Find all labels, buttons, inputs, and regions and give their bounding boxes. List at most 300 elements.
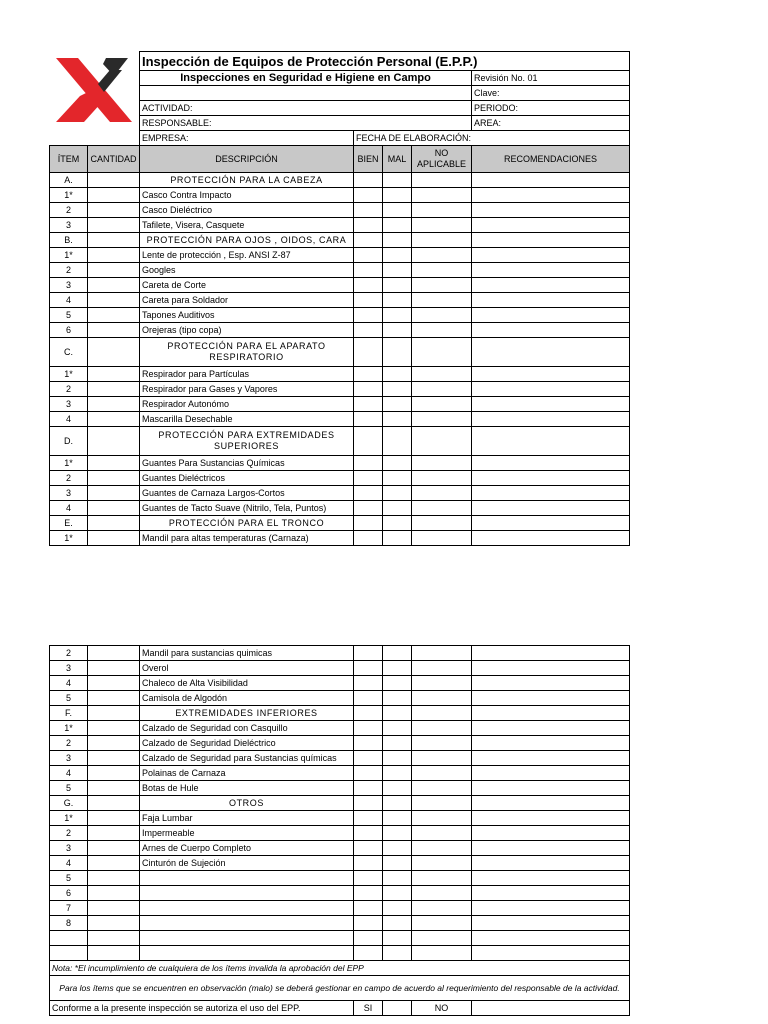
mal-cell[interactable]: [383, 308, 412, 323]
descripcion-cell: Cinturón de Sujeción: [140, 856, 354, 871]
recomendaciones-cell[interactable]: [472, 382, 630, 397]
no-aplicable-cell[interactable]: [412, 278, 472, 293]
bien-cell[interactable]: [354, 531, 383, 546]
cantidad-cell[interactable]: [88, 811, 140, 826]
table-row: [50, 456, 630, 471]
cantidad-cell[interactable]: [88, 367, 140, 382]
mal-cell[interactable]: [383, 931, 412, 946]
recomendaciones-cell[interactable]: [472, 646, 630, 661]
descripcion-cell: Orejeras (tipo copa): [140, 323, 354, 338]
bien-cell[interactable]: [354, 218, 383, 233]
recomendaciones-cell[interactable]: [472, 218, 630, 233]
recomendaciones-cell[interactable]: [472, 811, 630, 826]
recomendaciones-cell[interactable]: [472, 901, 630, 916]
cantidad-cell[interactable]: [88, 691, 140, 706]
no-aplicable-cell[interactable]: [412, 736, 472, 751]
mal-cell[interactable]: [383, 721, 412, 736]
no-aplicable-cell[interactable]: [412, 871, 472, 886]
cantidad-cell[interactable]: [88, 427, 140, 456]
item-cell: 4: [50, 293, 88, 308]
no-aplicable-cell[interactable]: [412, 382, 472, 397]
descripcion-cell: Casco Contra Impacto: [140, 188, 354, 203]
cantidad-cell[interactable]: [88, 676, 140, 691]
table-row: [50, 203, 630, 218]
recomendaciones-cell[interactable]: [472, 427, 630, 456]
descripcion-cell: Respirador para Partículas: [140, 367, 354, 382]
item-cell: 4: [50, 856, 88, 871]
descripcion-cell: Respirador Autonómo: [140, 397, 354, 412]
mal-cell[interactable]: [383, 781, 412, 796]
no-aplicable-cell[interactable]: [412, 188, 472, 203]
descripcion-cell: Guantes de Carnaza Largos-Cortos: [140, 486, 354, 501]
cantidad-cell[interactable]: [88, 796, 140, 811]
no-aplicable-cell[interactable]: [412, 691, 472, 706]
no-aplicable-cell[interactable]: [412, 203, 472, 218]
recomendaciones-cell[interactable]: [472, 531, 630, 546]
section-row: [50, 427, 630, 456]
recomendaciones-cell[interactable]: [472, 367, 630, 382]
mal-cell[interactable]: [383, 676, 412, 691]
cantidad-cell[interactable]: [88, 501, 140, 516]
bien-cell[interactable]: [354, 646, 383, 661]
cantidad-cell[interactable]: [88, 781, 140, 796]
fecha-elaboracion-field[interactable]: FECHA DE ELABORACIÓN:: [354, 131, 630, 146]
no-aplicable-cell[interactable]: [412, 486, 472, 501]
bien-cell[interactable]: [354, 826, 383, 841]
descripcion-cell: Tapones Auditivos: [140, 308, 354, 323]
mal-cell[interactable]: [383, 233, 412, 248]
no-aplicable-cell[interactable]: [412, 916, 472, 931]
table-row: [50, 871, 630, 886]
bien-cell[interactable]: [354, 397, 383, 412]
bien-cell[interactable]: [354, 427, 383, 456]
item-cell: 7: [50, 901, 88, 916]
actividad-field[interactable]: ACTIVIDAD:: [140, 101, 472, 116]
bien-cell[interactable]: [354, 471, 383, 486]
cantidad-cell[interactable]: [88, 248, 140, 263]
bien-cell[interactable]: [354, 501, 383, 516]
table-row: [50, 691, 630, 706]
mal-cell[interactable]: [383, 218, 412, 233]
mal-cell[interactable]: [383, 841, 412, 856]
table-row: [50, 263, 630, 278]
descripcion-cell: Arnes de Cuerpo Completo: [140, 841, 354, 856]
cantidad-cell[interactable]: [88, 471, 140, 486]
item-cell: 1*: [50, 811, 88, 826]
recomendaciones-cell[interactable]: [472, 471, 630, 486]
bien-cell[interactable]: [354, 796, 383, 811]
recomendaciones-cell[interactable]: [472, 412, 630, 427]
mal-cell[interactable]: [383, 751, 412, 766]
mal-cell[interactable]: [383, 811, 412, 826]
mal-cell[interactable]: [383, 706, 412, 721]
mal-cell[interactable]: [383, 531, 412, 546]
bien-cell[interactable]: [354, 456, 383, 471]
no-aplicable-cell[interactable]: [412, 308, 472, 323]
table-row: [50, 382, 630, 397]
mal-cell[interactable]: [383, 886, 412, 901]
cantidad-cell[interactable]: [88, 766, 140, 781]
bien-cell[interactable]: [354, 293, 383, 308]
cantidad-cell[interactable]: [88, 308, 140, 323]
mal-cell[interactable]: [383, 248, 412, 263]
recomendaciones-cell[interactable]: [472, 338, 630, 367]
col-mal: MAL: [383, 146, 412, 173]
recomendaciones-cell[interactable]: [472, 233, 630, 248]
item-cell: 4: [50, 501, 88, 516]
recomendaciones-cell[interactable]: [472, 841, 630, 856]
section-row: [50, 338, 630, 367]
mal-cell[interactable]: [383, 901, 412, 916]
recomendaciones-cell[interactable]: [472, 781, 630, 796]
mal-cell[interactable]: [383, 691, 412, 706]
recomendaciones-cell[interactable]: [472, 691, 630, 706]
cantidad-cell[interactable]: [88, 946, 140, 961]
no-aplicable-cell[interactable]: [412, 826, 472, 841]
item-cell: B.: [50, 233, 88, 248]
no-aplicable-cell[interactable]: [412, 173, 472, 188]
mal-cell[interactable]: [383, 263, 412, 278]
item-cell: D.: [50, 427, 88, 456]
item-cell: 5: [50, 308, 88, 323]
bien-cell[interactable]: [354, 233, 383, 248]
descripcion-cell: OTROS: [140, 796, 354, 811]
no-aplicable-cell[interactable]: [412, 931, 472, 946]
bien-cell[interactable]: [354, 676, 383, 691]
cantidad-cell[interactable]: [88, 706, 140, 721]
si-option[interactable]: SI: [354, 1001, 383, 1016]
no-aplicable-cell[interactable]: [412, 471, 472, 486]
recomendaciones-cell[interactable]: [472, 721, 630, 736]
item-cell: 3: [50, 751, 88, 766]
cantidad-cell[interactable]: [88, 886, 140, 901]
table-row: [50, 931, 630, 946]
mal-cell[interactable]: [383, 412, 412, 427]
cantidad-cell[interactable]: [88, 841, 140, 856]
mal-cell[interactable]: [383, 501, 412, 516]
area-field[interactable]: AREA:: [472, 116, 630, 131]
bien-cell[interactable]: [354, 263, 383, 278]
no-aplicable-cell[interactable]: [412, 367, 472, 382]
mal-cell[interactable]: [383, 736, 412, 751]
mal-cell[interactable]: [383, 916, 412, 931]
cantidad-cell[interactable]: [88, 338, 140, 367]
table-row: [50, 946, 630, 961]
cantidad-cell[interactable]: [88, 856, 140, 871]
no-aplicable-cell[interactable]: [412, 263, 472, 278]
item-cell: 6: [50, 886, 88, 901]
item-cell: E.: [50, 516, 88, 531]
periodo-field[interactable]: PERIODO:: [472, 101, 630, 116]
table-row: [50, 646, 630, 661]
no-aplicable-cell[interactable]: [412, 397, 472, 412]
no-aplicable-cell[interactable]: [412, 218, 472, 233]
item-cell: A.: [50, 173, 88, 188]
descripcion-cell: Camisola de Algodón: [140, 691, 354, 706]
mal-cell[interactable]: [383, 871, 412, 886]
cantidad-cell[interactable]: [88, 203, 140, 218]
bien-cell[interactable]: [354, 751, 383, 766]
bien-cell[interactable]: [354, 173, 383, 188]
descripcion-cell: Calzado de Seguridad Dieléctrico: [140, 736, 354, 751]
recomendaciones-cell[interactable]: [472, 706, 630, 721]
responsable-field[interactable]: RESPONSABLE:: [140, 116, 472, 131]
bien-cell[interactable]: [354, 931, 383, 946]
no-aplicable-cell[interactable]: [412, 233, 472, 248]
no-aplicable-cell[interactable]: [412, 856, 472, 871]
cantidad-cell[interactable]: [88, 661, 140, 676]
mal-cell[interactable]: [383, 382, 412, 397]
recomendaciones-cell[interactable]: [472, 931, 630, 946]
recomendaciones-cell[interactable]: [472, 826, 630, 841]
no-aplicable-cell[interactable]: [412, 456, 472, 471]
bien-cell[interactable]: [354, 886, 383, 901]
recomendaciones-cell[interactable]: [472, 203, 630, 218]
item-cell: 3: [50, 397, 88, 412]
bien-cell[interactable]: [354, 412, 383, 427]
bien-cell[interactable]: [354, 661, 383, 676]
item-cell: 1*: [50, 188, 88, 203]
recomendaciones-cell[interactable]: [472, 871, 630, 886]
bien-cell[interactable]: [354, 781, 383, 796]
no-aplicable-cell[interactable]: [412, 841, 472, 856]
bien-cell[interactable]: [354, 721, 383, 736]
mal-cell[interactable]: [383, 427, 412, 456]
cantidad-cell[interactable]: [88, 412, 140, 427]
no-aplicable-cell[interactable]: [412, 323, 472, 338]
revision-label: Revisión No. 01: [472, 71, 630, 86]
recomendaciones-cell[interactable]: [472, 278, 630, 293]
recomendaciones-cell[interactable]: [472, 263, 630, 278]
mal-cell[interactable]: [383, 203, 412, 218]
recomendaciones-cell[interactable]: [472, 248, 630, 263]
mal-cell[interactable]: [383, 766, 412, 781]
mal-cell[interactable]: [383, 796, 412, 811]
cantidad-cell[interactable]: [88, 173, 140, 188]
no-aplicable-cell[interactable]: [412, 811, 472, 826]
mal-cell[interactable]: [383, 188, 412, 203]
no-aplicable-cell[interactable]: [412, 248, 472, 263]
section-row: [50, 516, 630, 531]
no-aplicable-cell[interactable]: [412, 646, 472, 661]
bien-cell[interactable]: [354, 248, 383, 263]
cantidad-cell[interactable]: [88, 646, 140, 661]
clave-field[interactable]: Clave:: [472, 86, 630, 101]
cantidad-cell[interactable]: [88, 931, 140, 946]
recomendaciones-cell[interactable]: [472, 736, 630, 751]
si-checkbox[interactable]: [383, 1001, 412, 1016]
descripcion-cell: Chaleco de Alta Visibilidad: [140, 676, 354, 691]
no-aplicable-cell[interactable]: [412, 796, 472, 811]
item-cell: [50, 946, 88, 961]
table-row: [50, 751, 630, 766]
no-aplicable-cell[interactable]: [412, 338, 472, 367]
bien-cell[interactable]: [354, 706, 383, 721]
bien-cell[interactable]: [354, 841, 383, 856]
bien-cell[interactable]: [354, 811, 383, 826]
mal-cell[interactable]: [383, 323, 412, 338]
cantidad-cell[interactable]: [88, 397, 140, 412]
descripcion-cell: Faja Lumbar: [140, 811, 354, 826]
bien-cell[interactable]: [354, 308, 383, 323]
no-option[interactable]: NO: [412, 1001, 472, 1016]
cantidad-cell[interactable]: [88, 871, 140, 886]
recomendaciones-cell[interactable]: [472, 516, 630, 531]
cantidad-cell[interactable]: [88, 721, 140, 736]
cantidad-cell[interactable]: [88, 751, 140, 766]
bien-cell[interactable]: [354, 691, 383, 706]
recomendaciones-cell[interactable]: [472, 856, 630, 871]
mal-cell[interactable]: [383, 293, 412, 308]
recomendaciones-cell[interactable]: [472, 456, 630, 471]
mal-cell[interactable]: [383, 173, 412, 188]
no-aplicable-cell[interactable]: [412, 886, 472, 901]
cantidad-cell[interactable]: [88, 218, 140, 233]
table-row: [50, 721, 630, 736]
descripcion-cell: EXTREMIDADES INFERIORES: [140, 706, 354, 721]
bien-cell[interactable]: [354, 946, 383, 961]
bien-cell[interactable]: [354, 856, 383, 871]
conforme-text: Conforme a la presente inspección se autoriza el uso del EPP.: [50, 1001, 354, 1016]
item-cell: 2: [50, 203, 88, 218]
no-aplicable-cell[interactable]: [412, 766, 472, 781]
no-checkbox[interactable]: [472, 1001, 630, 1016]
no-aplicable-cell[interactable]: [412, 516, 472, 531]
cantidad-cell[interactable]: [88, 486, 140, 501]
recomendaciones-cell[interactable]: [472, 886, 630, 901]
recomendaciones-cell[interactable]: [472, 188, 630, 203]
descripcion-cell: Overol: [140, 661, 354, 676]
mal-cell[interactable]: [383, 338, 412, 367]
recomendaciones-cell[interactable]: [472, 293, 630, 308]
no-aplicable-cell[interactable]: [412, 781, 472, 796]
col-recomendaciones: RECOMENDACIONES: [472, 146, 630, 173]
recomendaciones-cell[interactable]: [472, 173, 630, 188]
form-subtitle: Inspecciones en Seguridad e Higiene en Campo: [140, 71, 472, 86]
bien-cell[interactable]: [354, 516, 383, 531]
bien-cell[interactable]: [354, 486, 383, 501]
table-row: [50, 811, 630, 826]
bien-cell[interactable]: [354, 188, 383, 203]
recomendaciones-cell[interactable]: [472, 916, 630, 931]
mal-cell[interactable]: [383, 486, 412, 501]
cantidad-cell[interactable]: [88, 233, 140, 248]
bien-cell[interactable]: [354, 323, 383, 338]
bien-cell[interactable]: [354, 916, 383, 931]
no-aplicable-cell[interactable]: [412, 427, 472, 456]
cantidad-cell[interactable]: [88, 323, 140, 338]
no-aplicable-cell[interactable]: [412, 531, 472, 546]
descripcion-cell: Respirador para Gases y Vapores: [140, 382, 354, 397]
descripcion-cell: [140, 901, 354, 916]
cantidad-cell[interactable]: [88, 516, 140, 531]
item-cell: 2: [50, 646, 88, 661]
bien-cell[interactable]: [354, 367, 383, 382]
mal-cell[interactable]: [383, 278, 412, 293]
recomendaciones-cell[interactable]: [472, 766, 630, 781]
table-row: [50, 412, 630, 427]
cantidad-cell[interactable]: [88, 293, 140, 308]
no-aplicable-cell[interactable]: [412, 501, 472, 516]
mal-cell[interactable]: [383, 826, 412, 841]
mal-cell[interactable]: [383, 946, 412, 961]
descripcion-cell: Mandil para sustancias quimicas: [140, 646, 354, 661]
cantidad-cell[interactable]: [88, 916, 140, 931]
bien-cell[interactable]: [354, 338, 383, 367]
recomendaciones-cell[interactable]: [472, 501, 630, 516]
mal-cell[interactable]: [383, 367, 412, 382]
item-cell: 1*: [50, 367, 88, 382]
bien-cell[interactable]: [354, 736, 383, 751]
item-cell: 4: [50, 766, 88, 781]
mal-cell[interactable]: [383, 397, 412, 412]
item-cell: 1*: [50, 721, 88, 736]
item-cell: 3: [50, 218, 88, 233]
recomendaciones-cell[interactable]: [472, 308, 630, 323]
cantidad-cell[interactable]: [88, 278, 140, 293]
no-aplicable-cell[interactable]: [412, 751, 472, 766]
no-aplicable-cell[interactable]: [412, 412, 472, 427]
item-cell: [50, 931, 88, 946]
no-aplicable-cell[interactable]: [412, 676, 472, 691]
recomendaciones-cell[interactable]: [472, 751, 630, 766]
cantidad-cell[interactable]: [88, 188, 140, 203]
recomendaciones-cell[interactable]: [472, 323, 630, 338]
bien-cell[interactable]: [354, 766, 383, 781]
inspection-table-page2: [49, 645, 630, 1016]
bien-cell[interactable]: [354, 203, 383, 218]
bien-cell[interactable]: [354, 278, 383, 293]
bien-cell[interactable]: [354, 901, 383, 916]
mal-cell[interactable]: [383, 516, 412, 531]
recomendaciones-cell[interactable]: [472, 946, 630, 961]
no-aplicable-cell[interactable]: [412, 706, 472, 721]
descripcion-cell: Calzado de Seguridad con Casquillo: [140, 721, 354, 736]
recomendaciones-cell[interactable]: [472, 397, 630, 412]
section-row: [50, 173, 630, 188]
inspection-table-page1: [49, 51, 630, 546]
bien-cell[interactable]: [354, 382, 383, 397]
mal-cell[interactable]: [383, 856, 412, 871]
no-aplicable-cell[interactable]: [412, 946, 472, 961]
cantidad-cell[interactable]: [88, 736, 140, 751]
cantidad-cell[interactable]: [88, 901, 140, 916]
no-aplicable-cell[interactable]: [412, 661, 472, 676]
empresa-field[interactable]: EMPRESA:: [140, 131, 354, 146]
cantidad-cell[interactable]: [88, 826, 140, 841]
mal-cell[interactable]: [383, 471, 412, 486]
mal-cell[interactable]: [383, 456, 412, 471]
recomendaciones-cell[interactable]: [472, 661, 630, 676]
cantidad-cell[interactable]: [88, 456, 140, 471]
no-aplicable-cell[interactable]: [412, 293, 472, 308]
cantidad-cell[interactable]: [88, 382, 140, 397]
mal-cell[interactable]: [383, 646, 412, 661]
recomendaciones-cell[interactable]: [472, 676, 630, 691]
recomendaciones-cell[interactable]: [472, 486, 630, 501]
no-aplicable-cell[interactable]: [412, 721, 472, 736]
item-cell: 2: [50, 471, 88, 486]
descripcion-cell: Googles: [140, 263, 354, 278]
bien-cell[interactable]: [354, 871, 383, 886]
recomendaciones-cell[interactable]: [472, 796, 630, 811]
no-aplicable-cell[interactable]: [412, 901, 472, 916]
cantidad-cell[interactable]: [88, 531, 140, 546]
cantidad-cell[interactable]: [88, 263, 140, 278]
form-title: Inspección de Equipos de Protección Personal (E.P.P.): [140, 52, 630, 71]
mal-cell[interactable]: [383, 661, 412, 676]
descripcion-cell: PROTECCIÓN PARA EXTREMIDADES SUPERIORES: [140, 427, 354, 456]
